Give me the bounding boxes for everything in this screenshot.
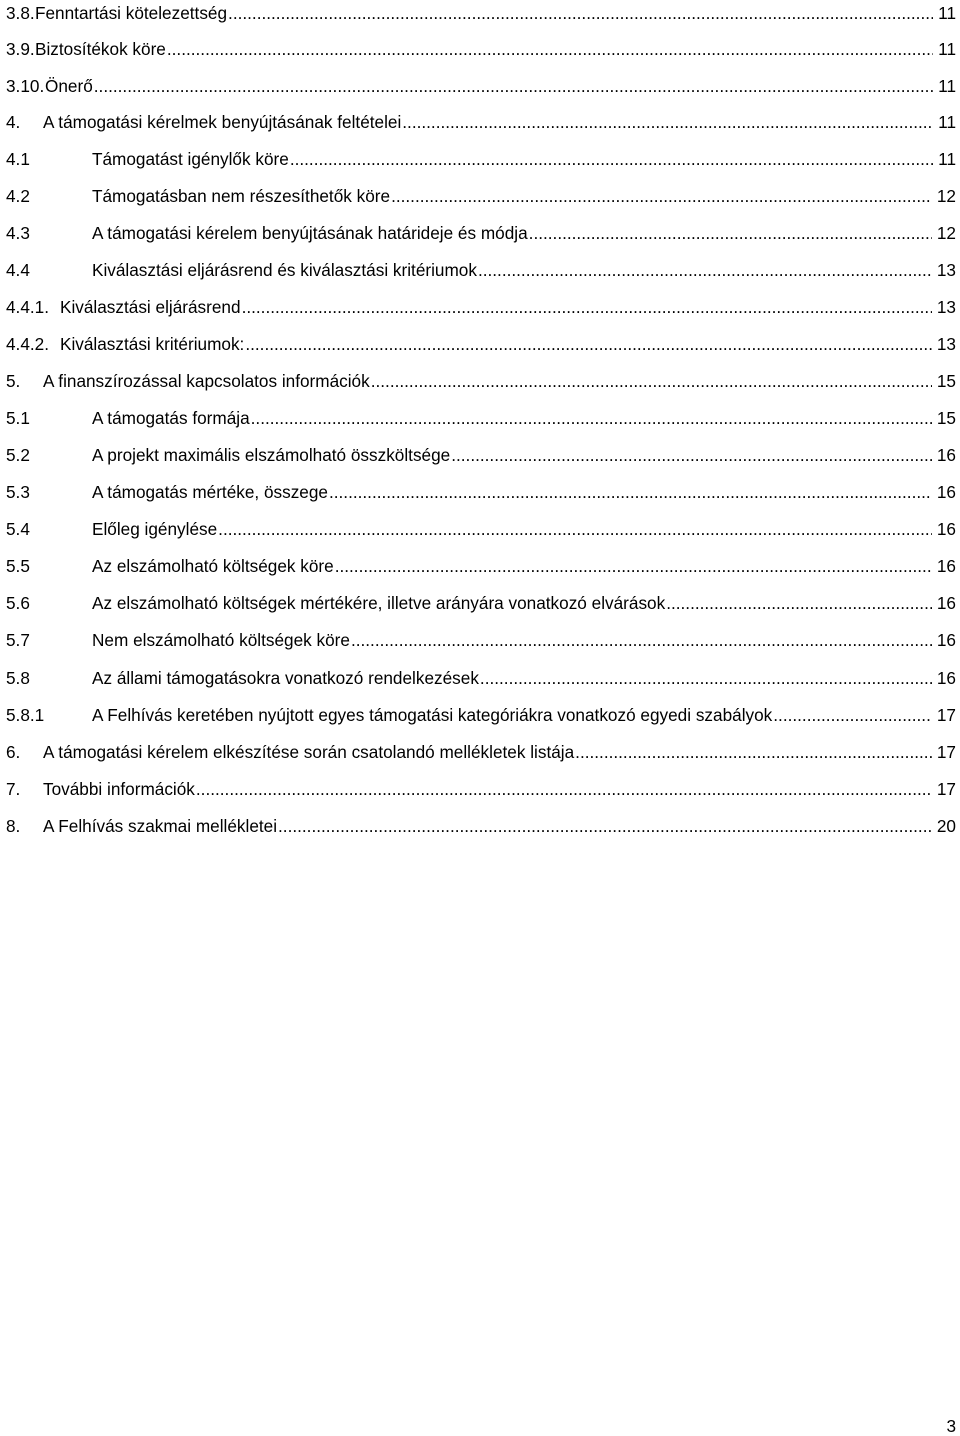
- toc-entry[interactable]: [6, 184, 956, 208]
- toc-entry-number: 5.3: [6, 482, 30, 502]
- toc-entry[interactable]: [6, 332, 956, 356]
- toc-entry-number: 5.7: [6, 630, 30, 650]
- toc-entry-number: 3.8.: [6, 3, 35, 23]
- toc-entry-title: Támogatásban nem részesíthetők köre: [92, 186, 391, 206]
- toc-entry-title: Kiválasztási eljárásrend: [60, 297, 241, 317]
- toc-entry-number: 5.6: [6, 593, 30, 613]
- toc-entry-title: A Felhívás szakmai mellékletei: [43, 816, 278, 836]
- toc-entry-title: Fenntartási kötelezettség: [35, 3, 228, 23]
- toc-entry-title: A támogatási kérelmek benyújtásának feltételei: [43, 112, 402, 132]
- toc-dot-leader: [773, 703, 932, 727]
- toc-entry-title: A támogatás mértéke, összege: [92, 482, 328, 502]
- toc-dot-leader: [529, 221, 932, 245]
- toc-entry-page: 16: [936, 668, 956, 688]
- toc-entry-page: 17: [936, 705, 956, 725]
- toc-dot-leader: [335, 554, 932, 578]
- toc-dot-leader: [451, 443, 932, 467]
- toc-dot-leader: [290, 147, 933, 171]
- toc-entry[interactable]: [6, 110, 956, 134]
- toc-entry-page: 11: [938, 112, 956, 132]
- toc-entry[interactable]: [6, 591, 956, 615]
- toc-entry-page: 20: [936, 816, 956, 836]
- toc-entry-page: 12: [936, 223, 956, 243]
- toc-entry-number: 5.2: [6, 445, 30, 465]
- toc-entry-page: 16: [936, 519, 956, 539]
- toc-entry-number: 4.: [6, 112, 21, 132]
- toc-dot-leader: [371, 369, 932, 393]
- toc-entry-title: Az elszámolható költségek mértékére, illetve arányára vonatkozó elvárások: [92, 593, 666, 613]
- toc-entry[interactable]: [6, 740, 956, 764]
- toc-entry-number: 4.3: [6, 223, 30, 243]
- toc-entry[interactable]: [6, 37, 956, 61]
- toc-dot-leader: [480, 666, 932, 690]
- toc-entry-title: A projekt maximális elszámolható összköltsége: [92, 445, 451, 465]
- toc-entry-number: 5.4: [6, 519, 30, 539]
- toc-dot-leader: [351, 628, 932, 652]
- toc-entry[interactable]: [6, 628, 956, 652]
- toc-entry-title: Önerő: [45, 76, 93, 96]
- toc-entry-title: Az állami támogatásokra vonatkozó rendelkezések: [92, 668, 479, 688]
- toc-dot-leader: [242, 295, 932, 319]
- toc-entry-page: 16: [936, 445, 956, 465]
- toc-dot-leader: [575, 740, 932, 764]
- toc-entry-page: 17: [936, 742, 956, 762]
- toc-entry-page: 15: [936, 408, 956, 428]
- toc-entry-title: Támogatást igénylők köre: [92, 149, 289, 169]
- toc-entry-number: 6.: [6, 742, 21, 762]
- toc-dot-leader: [391, 184, 932, 208]
- toc-entry[interactable]: [6, 703, 956, 727]
- toc-entry[interactable]: [6, 443, 956, 467]
- toc-entry-title: További információk: [43, 779, 195, 799]
- toc-entry-page: 16: [936, 630, 956, 650]
- toc-entry[interactable]: [6, 258, 956, 282]
- toc-entry-number: 4.4.1.: [6, 297, 50, 317]
- toc-entry[interactable]: [6, 666, 956, 690]
- toc-entry[interactable]: [6, 1, 956, 25]
- toc-entry-title: A Felhívás keretében nyújtott egyes támogatási kategóriákra vonatkozó egyedi szabályok: [92, 705, 773, 725]
- toc-entry-number: 5.8: [6, 668, 30, 688]
- toc-dot-leader: [228, 1, 933, 25]
- toc-dot-leader: [402, 110, 933, 134]
- toc-entry-number: 5.8.1: [6, 705, 45, 725]
- toc-dot-leader: [94, 74, 933, 98]
- toc-entry-page: 16: [936, 482, 956, 502]
- toc-entry-title: Az elszámolható költségek köre: [92, 556, 334, 576]
- toc-dot-leader: [245, 332, 932, 356]
- toc-entry-title: Biztosítékok köre: [35, 39, 166, 59]
- toc-entry-number: 5.1: [6, 408, 30, 428]
- toc-entry-title: Nem elszámolható költségek köre: [92, 630, 350, 650]
- toc-dot-leader: [666, 591, 932, 615]
- toc-entry-page: 13: [936, 334, 956, 354]
- toc-entry-page: 13: [936, 297, 956, 317]
- toc-entry-title: Kiválasztási eljárásrend és kiválasztási kritériumok: [92, 260, 477, 280]
- toc-entry-page: 11: [938, 76, 956, 96]
- toc-entry-title: Előleg igénylése: [92, 519, 218, 539]
- toc-entry-title: A finanszírozással kapcsolatos információk: [43, 371, 370, 391]
- toc-dot-leader: [478, 258, 932, 282]
- toc-entry-page: 11: [938, 149, 956, 169]
- toc-entry-title: A támogatás formája: [92, 408, 250, 428]
- toc-entry[interactable]: [6, 406, 956, 430]
- toc-entry[interactable]: [6, 480, 956, 504]
- toc-dot-leader: [218, 517, 932, 541]
- toc-dot-leader: [329, 480, 932, 504]
- toc-entry-number: 5.5: [6, 556, 30, 576]
- toc-entry-page: 16: [936, 593, 956, 613]
- toc-entry[interactable]: [6, 147, 956, 171]
- toc-entry-number: 5.: [6, 371, 21, 391]
- toc-entry-page: 11: [938, 39, 956, 59]
- toc-dot-leader: [251, 406, 932, 430]
- toc-entry[interactable]: [6, 369, 956, 393]
- toc-entry[interactable]: [6, 221, 956, 245]
- toc-entry-number: 4.1: [6, 149, 30, 169]
- toc-entry-page: 17: [936, 779, 956, 799]
- page-number: 3: [946, 1416, 956, 1436]
- toc-entry[interactable]: [6, 517, 956, 541]
- toc-entry-title: A támogatási kérelem elkészítése során csatolandó mellékletek listája: [43, 742, 575, 762]
- toc-entry-number: 4.4: [6, 260, 30, 280]
- toc-entry-page: 16: [936, 556, 956, 576]
- toc-dot-leader: [278, 814, 932, 838]
- toc-dot-leader: [196, 777, 932, 801]
- toc-entry-title: A támogatási kérelem benyújtásának határideje és módja: [92, 223, 528, 243]
- toc-entry-page: 11: [938, 3, 956, 23]
- toc-entry-number: 3.9.: [6, 39, 35, 59]
- toc-entry-page: 13: [936, 260, 956, 280]
- toc-entry[interactable]: [6, 777, 956, 801]
- toc-entry[interactable]: [6, 295, 956, 319]
- toc-entry-title: Kiválasztási kritériumok:: [60, 334, 245, 354]
- toc-entry-number: 7.: [6, 779, 21, 799]
- toc-entry-number: 4.2: [6, 186, 30, 206]
- toc-entry[interactable]: [6, 554, 956, 578]
- toc-entry-page: 15: [936, 371, 956, 391]
- toc-entry-number: 4.4.2.: [6, 334, 50, 354]
- toc-entry-number: 8.: [6, 816, 21, 836]
- toc-entry[interactable]: [6, 74, 956, 98]
- toc-dot-leader: [167, 37, 933, 61]
- toc-entry-number: 3.10.: [6, 76, 45, 96]
- toc-entry-page: 12: [936, 186, 956, 206]
- toc-entry[interactable]: [6, 814, 956, 838]
